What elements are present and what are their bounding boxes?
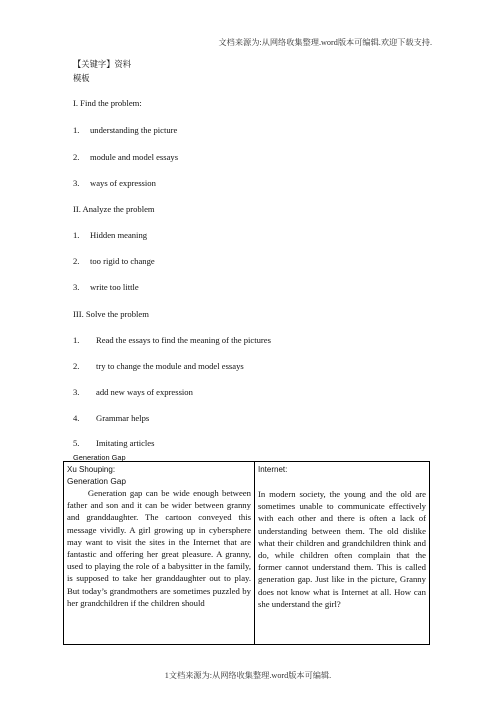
footer-source-note: 1文档来源为:从网络收集整理.word版本可编辑. [164, 671, 332, 680]
list-item-text: understanding the picture [90, 125, 178, 135]
list-item-number: 2. [73, 256, 80, 266]
section-heading-1: I. Find the problem: [73, 98, 142, 108]
list-item [73, 361, 244, 371]
list-item [73, 256, 155, 266]
list-item-number: 1. [73, 335, 80, 345]
list-item-number: 1. [73, 125, 80, 135]
right-essay-body: In modern society, the young and the old are sometimes unable to communicate effectively with each other and there is often a lack of understanding between them. The old dislike what their children and grandchildren think and do, while children often complain that the former cannot understand them. This is called generation gap. Just like in the picture, Granny does not know what is Internet at all. How can she understand the girl? [258, 489, 426, 609]
keyword-block [73, 58, 131, 86]
list-item-text: add new ways of expression [96, 387, 193, 397]
list-item-number: 1. [73, 230, 80, 240]
list-item-text: too rigid to change [90, 256, 155, 266]
list-item-text: Read the essays to find the meaning of the pictures [96, 335, 271, 345]
left-essay-body: Generation gap can be wide enough between father and son and it can be wider between granny and granddaughter. The cartoon conveyed this message vividly. A girl growing up in cybersphere may want to visit the sites in the Internet that are fantastic and offering her great pleasure. A granny, used to playing the role of a babysitter in the family, is supposed to take her granddaughter out to play. But today’s grandmothers are sometimes puzzled by her grandchildren if the children should [67, 488, 251, 608]
header-source-note: 文档来源为:从网络收集整理.word版本可编辑.欢迎下载支持. [218, 38, 432, 47]
table-row [64, 462, 430, 645]
list-item-number: 3. [73, 282, 80, 292]
list-item-number: 2. [73, 152, 80, 162]
list-item-text: Grammar helps [96, 413, 150, 423]
list-item [73, 413, 149, 423]
right-essay-author: Internet: [258, 465, 288, 474]
list-item [73, 125, 177, 135]
left-essay-title: Generation Gap [67, 476, 127, 486]
list-item [73, 152, 178, 162]
list-item [73, 178, 156, 188]
list-item [73, 230, 147, 240]
list-item-text: Imitating articles [96, 438, 155, 448]
table-caption: Generation Gap [73, 453, 126, 462]
section-heading-2: II. Analyze the problem [73, 204, 155, 214]
left-essay-cell [64, 462, 255, 645]
keyword-label: 【关键字】资料 [73, 60, 132, 69]
essay-comparison-table [63, 461, 430, 645]
right-essay-cell [255, 462, 430, 645]
list-item-text: try to change the module and model essays [96, 361, 244, 371]
list-item-text: ways of expression [90, 178, 156, 188]
list-item-text: write too little [90, 282, 139, 292]
list-item [73, 387, 193, 397]
list-item-number: 3. [73, 178, 80, 188]
list-item-number: 2. [73, 361, 80, 371]
list-item [73, 438, 154, 448]
list-item-number: 4. [73, 413, 80, 423]
list-item-text: Hidden meaning [90, 230, 148, 240]
template-label: 模板 [73, 74, 90, 83]
list-item [73, 335, 271, 345]
right-essay-spacer [258, 475, 426, 488]
list-item-number: 3. [73, 387, 80, 397]
list-item-number: 5. [73, 438, 80, 448]
section-heading-3: III. Solve the problem [73, 309, 149, 319]
left-essay-author: Xu Shouping: [67, 465, 116, 474]
list-item-text: module and model essays [90, 152, 179, 162]
list-item [73, 282, 139, 292]
